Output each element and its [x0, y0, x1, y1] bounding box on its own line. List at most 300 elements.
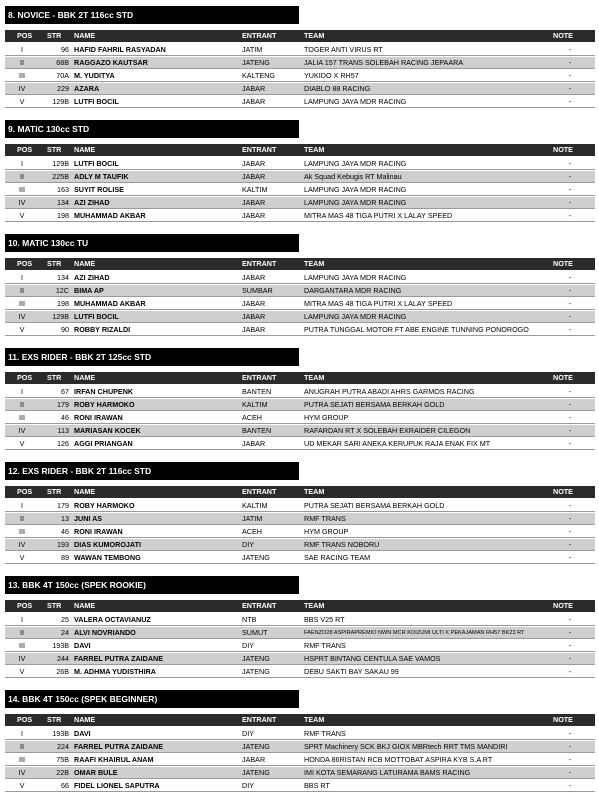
row-pos: I	[21, 729, 23, 738]
row-entrant: SUMUT	[242, 628, 268, 637]
row-name: LUTFI BOCIL	[74, 97, 119, 106]
row-note: -	[568, 768, 572, 777]
row-str: 163	[57, 185, 69, 194]
row-name: MUHAMMAD AKBAR	[74, 299, 146, 308]
row-str: 113	[57, 426, 69, 435]
row-team: DARGANTARA MDR RACING	[304, 286, 402, 295]
row-pos: IV	[18, 540, 26, 549]
header-pos: POS	[17, 259, 33, 268]
row-pos: I	[21, 387, 23, 396]
row-team: SAE RACING TEAM	[304, 553, 371, 562]
row-str: 68B	[56, 58, 69, 67]
table-row	[5, 311, 595, 323]
row-entrant: ACEH	[242, 413, 262, 422]
table-header	[5, 258, 595, 270]
row-entrant: DIY	[242, 781, 254, 790]
row-name: AZARA	[74, 84, 100, 93]
row-note: -	[568, 527, 572, 536]
row-name: DIAS KUMOROJATI	[74, 540, 141, 549]
row-note: -	[568, 729, 572, 738]
row-name: ROBY HARMOKO	[74, 400, 135, 409]
row-str: 193B	[52, 729, 69, 738]
table-row	[5, 285, 595, 297]
row-entrant: ACEH	[242, 527, 262, 536]
row-pos: II	[20, 286, 24, 295]
row-str: 46	[61, 527, 69, 536]
row-pos: V	[19, 553, 25, 562]
row-name: M. ADHMA YUDISTHIRA	[74, 667, 156, 676]
row-entrant: JABAR	[242, 439, 266, 448]
row-entrant: KALTENG	[242, 71, 276, 80]
header-note: NOTE	[553, 487, 573, 496]
row-note: -	[568, 299, 572, 308]
row-entrant: JABAR	[242, 312, 266, 321]
row-str: 179	[57, 501, 69, 510]
row-note: -	[568, 426, 572, 435]
table-header	[5, 714, 595, 726]
header-team: TEAM	[304, 715, 325, 724]
table-row	[5, 399, 595, 411]
header-team: TEAM	[304, 373, 325, 382]
row-team: HSPRT BINTANG CENTULA SAE VAMOS	[304, 654, 441, 663]
row-entrant: KALTIM	[242, 400, 268, 409]
row-name: ROBBY RIZALDI	[74, 325, 131, 334]
row-team: BBS RT	[304, 781, 330, 790]
section-title: 9. MATIC 130cc STD	[5, 120, 299, 138]
row-note: -	[568, 413, 572, 422]
row-note: -	[568, 742, 572, 751]
table-row	[5, 158, 595, 170]
header-entrant: ENTRANT	[242, 715, 277, 724]
table-row	[5, 653, 595, 665]
row-pos: I	[21, 273, 23, 282]
row-entrant: JATENG	[242, 742, 270, 751]
row-note: -	[568, 286, 572, 295]
row-note: -	[568, 273, 572, 282]
row-str: 24	[61, 628, 69, 637]
table-header	[5, 486, 595, 498]
row-note: -	[568, 71, 572, 80]
row-name: VALERA OCTAVIANUZ	[74, 615, 151, 624]
table-row	[5, 298, 595, 310]
row-name: DAVI	[74, 729, 91, 738]
row-entrant: JABAR	[242, 198, 266, 207]
row-str: 12C	[55, 286, 69, 295]
row-note: -	[568, 667, 572, 676]
table-row	[5, 780, 595, 792]
row-entrant: DIY	[242, 641, 254, 650]
row-entrant: JABAR	[242, 325, 266, 334]
row-name: RAAFI KHAIRUL ANAM	[74, 755, 154, 764]
row-name: LUTFI BOCIL	[74, 159, 119, 168]
row-pos: I	[21, 159, 23, 168]
header-str: STR	[47, 487, 62, 496]
row-name: OMAR BULE	[74, 768, 118, 777]
row-name: AZI ZIHAD	[74, 273, 110, 282]
row-pos: IV	[18, 426, 26, 435]
row-team: MITRA MAS 48 TIGA PUTRI X LALAY SPEED	[304, 299, 453, 308]
row-name: MARIASAN KOCEK	[74, 426, 141, 435]
table-row	[5, 96, 595, 108]
row-str: 13	[61, 514, 69, 523]
section-title: 12. EXS RIDER - BBK 2T 116cc STD	[5, 462, 299, 480]
row-note: -	[568, 755, 572, 764]
row-str: 89	[61, 553, 69, 562]
row-str: 75B	[56, 755, 69, 764]
row-pos: IV	[18, 84, 26, 93]
row-team: DEBU SAKTI BAY SAKAU 99	[304, 667, 399, 676]
row-note: -	[568, 185, 572, 194]
row-note: -	[568, 45, 572, 54]
section-title: 8. NOVICE - BBK 2T 116cc STD	[5, 6, 299, 24]
row-str: 129B	[52, 312, 69, 321]
header-note: NOTE	[553, 259, 573, 268]
header-str: STR	[47, 601, 62, 610]
row-name: HAFID FAHRIL RASYADAN	[74, 45, 166, 54]
row-str: 193	[57, 540, 69, 549]
row-pos: IV	[18, 654, 26, 663]
row-team: BBS V25 RT	[304, 615, 345, 624]
table-row	[5, 197, 595, 209]
row-name: SUYIT ROLISE	[74, 185, 124, 194]
row-str: 70A	[56, 71, 69, 80]
row-name: WAWAN TEMBONG	[74, 553, 141, 562]
row-str: 46	[61, 413, 69, 422]
row-entrant: BANTEN	[242, 426, 272, 435]
row-str: 129B	[52, 97, 69, 106]
row-team: HYM GROUP	[304, 527, 349, 536]
row-note: -	[568, 439, 572, 448]
row-note: -	[568, 501, 572, 510]
header-pos: POS	[17, 31, 33, 40]
row-entrant: JATENG	[242, 654, 270, 663]
header-team: TEAM	[304, 487, 325, 496]
row-pos: III	[19, 755, 25, 764]
row-pos: V	[19, 325, 25, 334]
row-pos: III	[19, 413, 25, 422]
row-name: ROBY HARMOKO	[74, 501, 135, 510]
row-str: 129B	[52, 159, 69, 168]
row-note: -	[568, 781, 572, 790]
row-pos: V	[19, 439, 25, 448]
row-str: 198	[57, 299, 69, 308]
header-pos: POS	[17, 601, 33, 610]
table-row	[5, 83, 595, 95]
row-str: 126	[57, 439, 69, 448]
row-pos: V	[19, 211, 25, 220]
row-team: LAMPUNG JAYA MDR RACING	[304, 273, 407, 282]
row-name: AGGI PRIANGAN	[74, 439, 133, 448]
row-entrant: BANTEN	[242, 387, 272, 396]
row-str: 25	[61, 615, 69, 624]
row-name: RONI IRAWAN	[74, 413, 123, 422]
table-row	[5, 666, 595, 678]
row-pos: IV	[18, 198, 26, 207]
row-entrant: JABAR	[242, 299, 266, 308]
row-entrant: JATENG	[242, 58, 270, 67]
header-str: STR	[47, 31, 62, 40]
table-row	[5, 526, 595, 538]
row-team: UD MEKAR SARI ANEKA KERUPUK RAJA ENAK FIX MT	[304, 439, 491, 448]
row-entrant: JABAR	[242, 97, 266, 106]
row-entrant: KALTIM	[242, 501, 268, 510]
row-note: -	[568, 84, 572, 93]
row-pos: III	[19, 71, 25, 80]
table-row	[5, 171, 595, 183]
header-name: NAME	[74, 715, 96, 724]
row-str: 134	[57, 198, 69, 207]
row-team: Ak Squad Kebugis RT Malinau	[304, 172, 402, 181]
row-entrant: JATENG	[242, 768, 270, 777]
table-row	[5, 614, 595, 626]
table-row	[5, 412, 595, 424]
header-team: TEAM	[304, 145, 325, 154]
table-row	[5, 728, 595, 740]
row-pos: V	[19, 97, 25, 106]
row-entrant: DIY	[242, 540, 254, 549]
row-note: -	[568, 211, 572, 220]
table-row	[5, 438, 595, 450]
row-str: 67	[61, 387, 69, 396]
row-note: -	[568, 198, 572, 207]
table-row	[5, 44, 595, 56]
row-name: ADLY M TAUFIK	[74, 172, 129, 181]
header-note: NOTE	[553, 31, 573, 40]
header-str: STR	[47, 259, 62, 268]
table-row	[5, 754, 595, 766]
table-row	[5, 425, 595, 437]
table-row	[5, 272, 595, 284]
row-str: 193B	[52, 641, 69, 650]
row-str: 179	[57, 400, 69, 409]
row-team: IMI KOTA SEMARANG LATURAMA BAMS RACING	[304, 768, 471, 777]
row-name: JUNI AS	[74, 514, 103, 523]
row-pos: II	[20, 742, 24, 751]
row-pos: II	[20, 400, 24, 409]
row-team: SPRT Machinery SCK BKJ GIOX MBRtech RRT TMS MANDIRI	[304, 742, 508, 751]
row-pos: I	[21, 615, 23, 624]
row-note: -	[568, 553, 572, 562]
header-note: NOTE	[553, 145, 573, 154]
table-row	[5, 627, 595, 639]
row-note: -	[568, 641, 572, 650]
row-pos: II	[20, 58, 24, 67]
row-entrant: JATIM	[242, 45, 263, 54]
row-name: RONI IRAWAN	[74, 527, 123, 536]
header-team: TEAM	[304, 601, 325, 610]
table-row	[5, 539, 595, 551]
row-team: PUTRA SEJATI BERSAMA BERKAH GOLD	[304, 400, 445, 409]
table-row	[5, 184, 595, 196]
section-title: 11. EXS RIDER - BBK 2T 125cc STD	[5, 348, 299, 366]
row-team: FAENZO28 ASPIRAPREMIO NWN MCR KOIZUMI ULTI X PEKAJAMAN RH57 BK23 RT	[304, 630, 525, 636]
header-name: NAME	[74, 487, 96, 496]
row-entrant: JABAR	[242, 211, 266, 220]
header-str: STR	[47, 715, 62, 724]
table-header	[5, 30, 595, 42]
header-name: NAME	[74, 373, 96, 382]
row-pos: II	[20, 628, 24, 637]
header-note: NOTE	[553, 373, 573, 382]
row-entrant: JABAR	[242, 159, 266, 168]
row-name: FIDEL LIONEL SAPUTRA	[74, 781, 160, 790]
row-pos: II	[20, 514, 24, 523]
row-note: -	[568, 514, 572, 523]
header-pos: POS	[17, 373, 33, 382]
row-entrant: JABAR	[242, 84, 266, 93]
row-team: PUTRA TUNGGAL MOTOR FT ABE ENGINE TUNNING PONOROGO	[304, 325, 529, 334]
row-str: 224	[57, 742, 69, 751]
row-team: ANUGRAH PUTRA ABADI AHRS GARMOS RACING	[304, 387, 475, 396]
row-name: AZI ZIHAD	[74, 198, 110, 207]
header-entrant: ENTRANT	[242, 259, 277, 268]
row-name: FARREL PUTRA ZAIDANE	[74, 742, 164, 751]
row-pos: V	[19, 781, 25, 790]
row-name: IRFAN CHUPENK	[74, 387, 134, 396]
table-header	[5, 600, 595, 612]
row-team: RMF TRANS	[304, 514, 346, 523]
row-note: -	[568, 97, 572, 106]
row-name: M. YUDITYA	[74, 71, 115, 80]
table-row	[5, 552, 595, 564]
row-entrant: KALTIM	[242, 185, 268, 194]
header-pos: POS	[17, 487, 33, 496]
row-str: 26B	[56, 667, 69, 676]
row-entrant: JATENG	[242, 667, 270, 676]
header-entrant: ENTRANT	[242, 601, 277, 610]
header-pos: POS	[17, 145, 33, 154]
row-note: -	[568, 615, 572, 624]
row-note: -	[568, 628, 572, 637]
row-team: RAFARDAN RT X SOLEBAH EXRAIDER CILEGON	[304, 426, 471, 435]
row-name: ALVI NOVRIANDO	[74, 628, 136, 637]
row-str: 225B	[52, 172, 69, 181]
row-team: RMF TRANS NOBORU	[304, 540, 380, 549]
table-row	[5, 210, 595, 222]
row-team: LAMPUNG JAYA MDR RACING	[304, 159, 407, 168]
header-team: TEAM	[304, 31, 325, 40]
table-row	[5, 57, 595, 69]
table-row	[5, 513, 595, 525]
section-title: 13. BBK 4T 150cc (SPEK ROOKIE)	[5, 576, 299, 594]
header-name: NAME	[74, 259, 96, 268]
header-note: NOTE	[553, 715, 573, 724]
header-entrant: ENTRANT	[242, 373, 277, 382]
row-note: -	[568, 387, 572, 396]
row-entrant: JABAR	[242, 273, 266, 282]
table-row	[5, 70, 595, 82]
row-name: LUTFI BOCIL	[74, 312, 119, 321]
section-title: 10. MATIC 130cc TU	[5, 234, 299, 252]
row-pos: IV	[18, 312, 26, 321]
row-str: 198	[57, 211, 69, 220]
row-pos: IV	[18, 768, 26, 777]
row-str: 90	[61, 325, 69, 334]
row-str: 229	[57, 84, 69, 93]
row-entrant: NTB	[242, 615, 257, 624]
row-name: RAGGAZO KAUTSAR	[74, 58, 148, 67]
header-entrant: ENTRANT	[242, 31, 277, 40]
header-team: TEAM	[304, 259, 325, 268]
row-pos: III	[19, 641, 25, 650]
row-team: PUTRA SEJATI BERSAMA BERKAH GOLD	[304, 501, 445, 510]
row-team: RMF TRANS	[304, 641, 346, 650]
table-row	[5, 324, 595, 336]
row-pos: III	[19, 299, 25, 308]
row-entrant: JATENG	[242, 553, 270, 562]
row-str: 66	[61, 781, 69, 790]
row-name: MUHAMMAD AKBAR	[74, 211, 146, 220]
header-name: NAME	[74, 601, 96, 610]
row-str: 244	[57, 654, 69, 663]
row-name: BIMA AP	[74, 286, 104, 295]
row-note: -	[568, 312, 572, 321]
row-team: JALIA 157 TRANS SOLEBAH RACING JEPAARA	[304, 58, 464, 67]
section-title: 14. BBK 4T 150cc (SPEK BEGINNER)	[5, 690, 299, 708]
row-note: -	[568, 325, 572, 334]
row-note: -	[568, 172, 572, 181]
row-team: TOGER ANTI VIRUS RT	[304, 45, 383, 54]
row-team: MITRA MAS 48 TIGA PUTRI X LALAY SPEED	[304, 211, 453, 220]
header-name: NAME	[74, 31, 96, 40]
header-entrant: ENTRANT	[242, 145, 277, 154]
header-str: STR	[47, 373, 62, 382]
row-name: FARREL PUTRA ZAIDANE	[74, 654, 164, 663]
row-team: LAMPUNG JAYA MDR RACING	[304, 97, 407, 106]
row-team: HONDA 86RISTAN RCB MOTTOBAT ASPIRA KYB S.A RT	[304, 755, 493, 764]
row-pos: V	[19, 667, 25, 676]
table-row	[5, 640, 595, 652]
row-team: LAMPUNG JAYA MDR RACING	[304, 312, 407, 321]
row-team: HYM GROUP	[304, 413, 349, 422]
row-pos: III	[19, 527, 25, 536]
row-pos: I	[21, 45, 23, 54]
row-note: -	[568, 540, 572, 549]
row-entrant: JABAR	[242, 172, 266, 181]
table-row	[5, 741, 595, 753]
row-entrant: DIY	[242, 729, 254, 738]
row-pos: I	[21, 501, 23, 510]
row-pos: II	[20, 172, 24, 181]
row-team: RMF TRANS	[304, 729, 346, 738]
row-entrant: JABAR	[242, 755, 266, 764]
row-pos: III	[19, 185, 25, 194]
header-entrant: ENTRANT	[242, 487, 277, 496]
header-note: NOTE	[553, 601, 573, 610]
table-row	[5, 386, 595, 398]
row-note: -	[568, 159, 572, 168]
row-note: -	[568, 58, 572, 67]
row-name: DAVI	[74, 641, 91, 650]
row-team: YUKIDO X RH57	[304, 71, 359, 80]
row-note: -	[568, 654, 572, 663]
row-team: DIABLO 88 RACING	[304, 84, 371, 93]
header-pos: POS	[17, 715, 33, 724]
header-name: NAME	[74, 145, 96, 154]
row-note: -	[568, 400, 572, 409]
row-str: 22B	[56, 768, 69, 777]
row-team: LAMPUNG JAYA MDR RACING	[304, 185, 407, 194]
table-header	[5, 144, 595, 156]
row-str: 134	[57, 273, 69, 282]
header-str: STR	[47, 145, 62, 154]
row-entrant: SUMBAR	[242, 286, 273, 295]
row-team: LAMPUNG JAYA MDR RACING	[304, 198, 407, 207]
table-row	[5, 767, 595, 779]
table-header	[5, 372, 595, 384]
row-entrant: JATIM	[242, 514, 263, 523]
row-str: 96	[61, 45, 69, 54]
